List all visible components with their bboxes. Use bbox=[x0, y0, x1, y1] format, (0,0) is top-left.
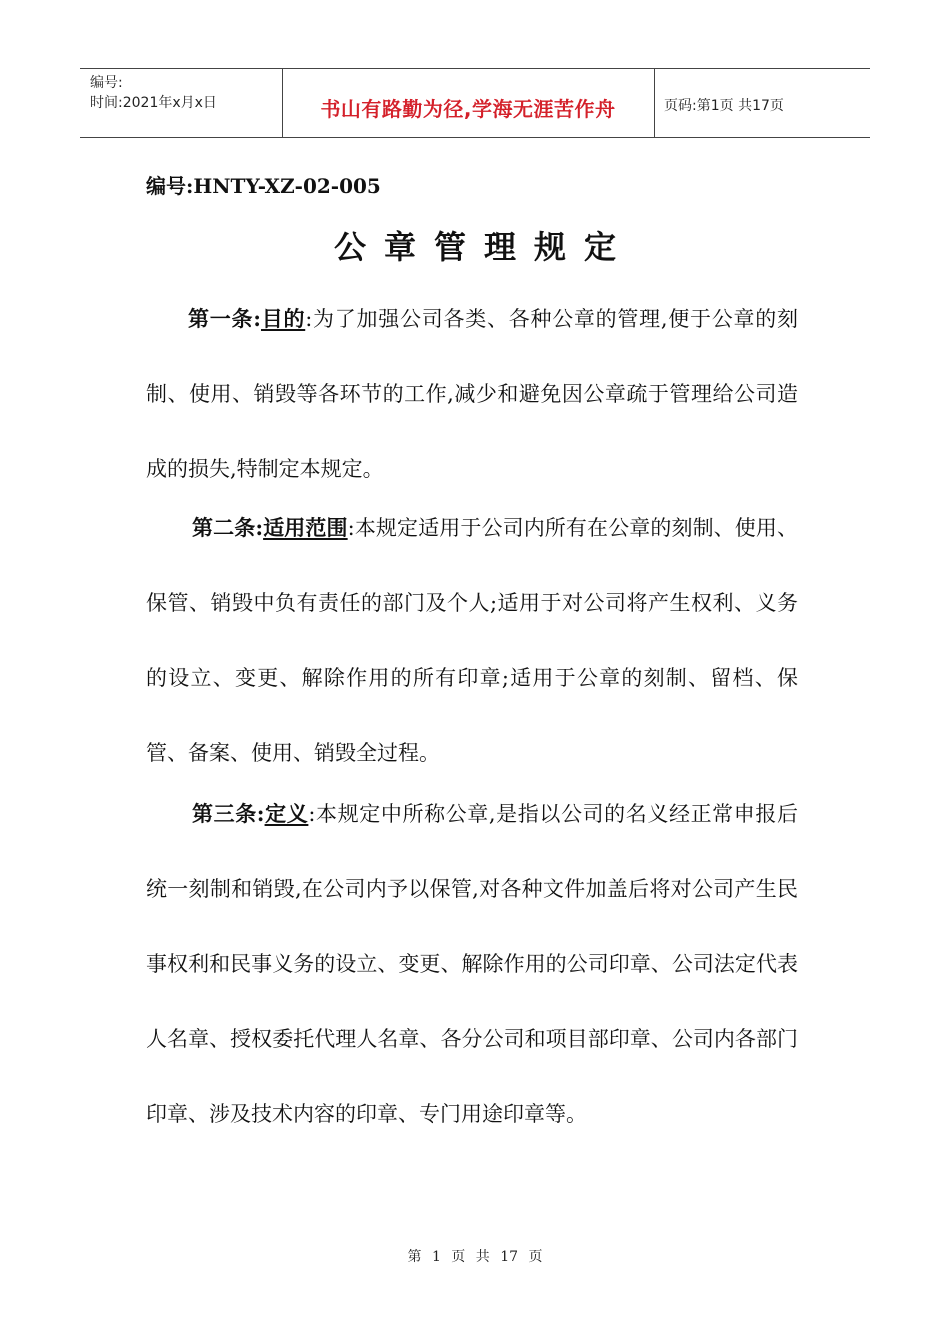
article-3-label: 第三条: bbox=[192, 801, 265, 826]
article-2-colon: : bbox=[347, 516, 355, 540]
article-1 bbox=[146, 281, 798, 507]
header-motto-cell bbox=[282, 69, 655, 137]
article-1-keyword: 目的 bbox=[260, 306, 306, 331]
header-page-cell bbox=[654, 69, 870, 137]
header-page-info: 页码:第1页 共17页 bbox=[664, 98, 784, 114]
header-meta-cell bbox=[80, 69, 283, 137]
page-footer: 第 1 页 共 17 页 bbox=[407, 1249, 543, 1265]
article-3-colon: : bbox=[308, 802, 316, 826]
article-3-text: 本规定中所称公章,是指以公司的名义经正常申报后统一刻制和销毁,在公司内予以保管,对各种文件加盖后将对公司产生民事权利和民事义务的设立、变更、解除作用的公司印章、公司法定代表人名章、授权委托代理人名章、各分公司和项目部印章、公司内各部门印章、涉及技术内容的印章、专门用途印章等。 bbox=[146, 802, 798, 1126]
article-2-text: 本规定适用于公司内所有在公章的刻制、使用、保管、销毁中负有责任的部门及个人;适用于对公司将产生权利、义务的设立、变更、解除作用的所有印章;适用于公章的刻制、留档、保管、备案、使用、销毁全过程。 bbox=[146, 516, 799, 765]
document-title: 公章管理规定 bbox=[333, 228, 634, 266]
article-3 bbox=[146, 776, 798, 1152]
article-3-keyword: 定义 bbox=[264, 801, 309, 826]
article-1-colon: : bbox=[305, 307, 313, 331]
article-1-text: 为了加强公司各类、各种公章的管理,便于公章的刻制、使用、销毁等各环节的工作,减少和避免因公章疏于管理给公司造成的损失,特制定本规定。 bbox=[146, 307, 798, 481]
article-1-label: 第一条: bbox=[188, 306, 261, 331]
article-2 bbox=[146, 490, 798, 791]
header-motto: 书山有路勤为径,学海无涯苦作舟 bbox=[320, 97, 616, 121]
document-number: 编号:HNTY-XZ-02-005 bbox=[146, 174, 381, 198]
header-number-label: 编号: bbox=[90, 75, 123, 91]
page-header bbox=[80, 68, 870, 138]
article-2-keyword: 适用范围 bbox=[263, 515, 348, 540]
header-time: 时间:2021年x月x日 bbox=[90, 95, 217, 111]
article-2-label: 第二条: bbox=[192, 515, 264, 540]
